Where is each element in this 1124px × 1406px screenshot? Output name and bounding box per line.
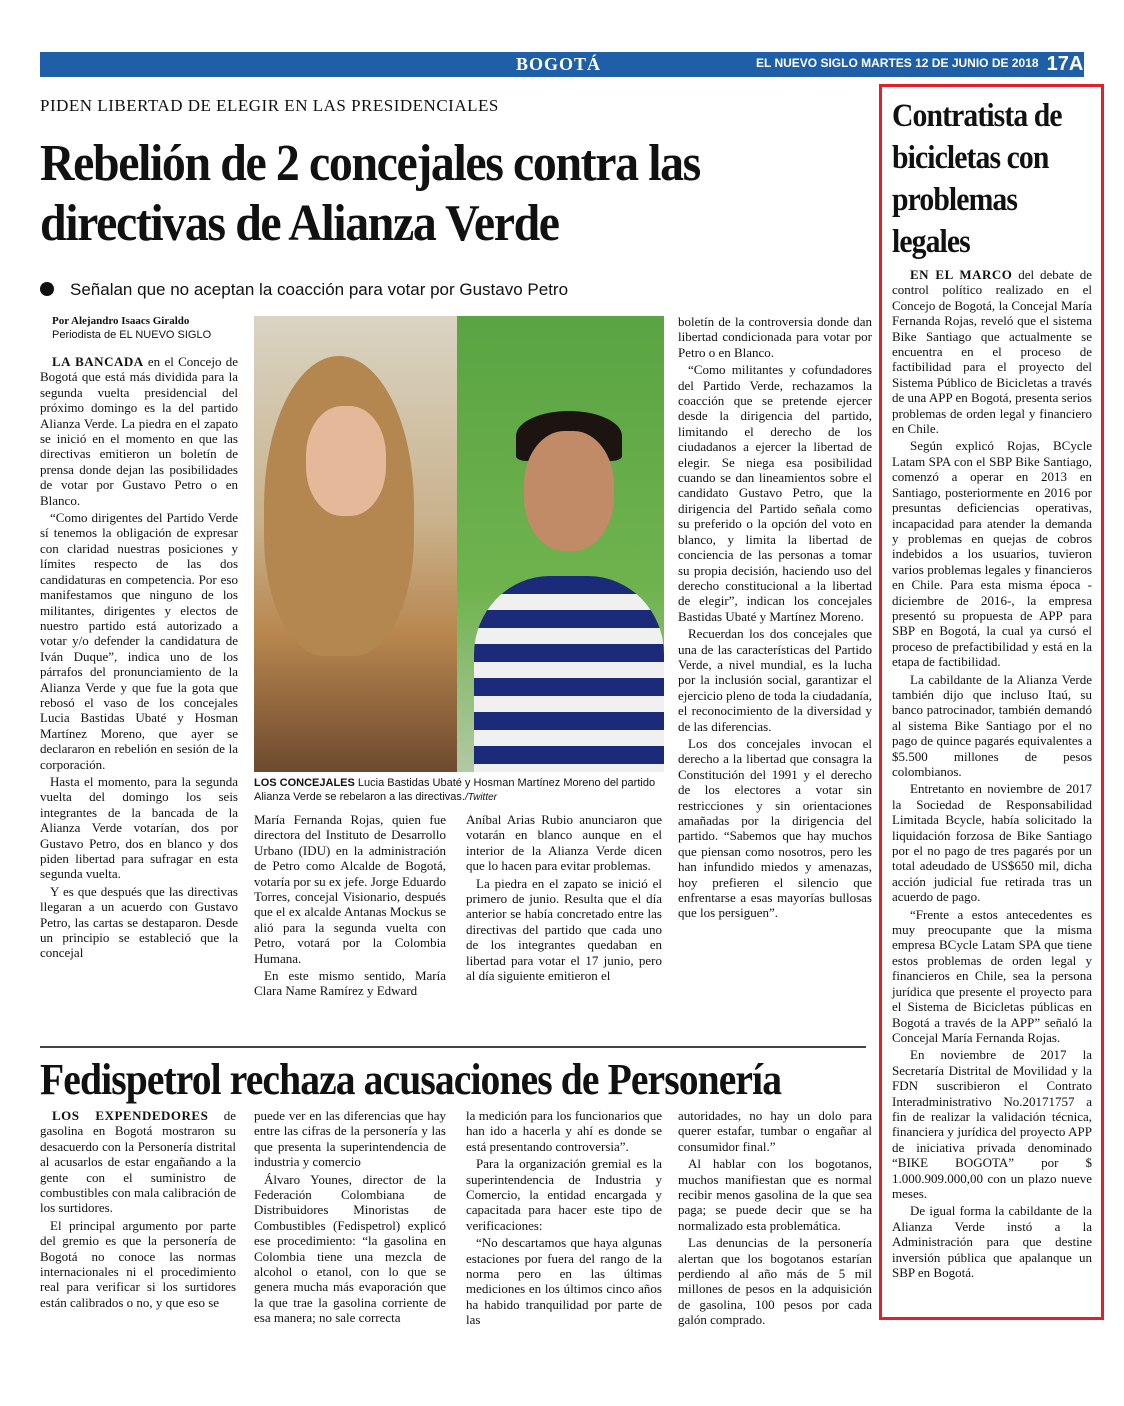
paragraph: Aníbal Arias Rubio anunciaron que votarán en blanco aunque en el interior de la Alianza Verde dicen que lo hacen para evitar problemas.	[466, 812, 662, 874]
paragraph: En este mismo sentido, María Clara Name Ramírez y Edward	[254, 968, 446, 999]
photo-caption	[254, 776, 666, 805]
paragraph: Álvaro Younes, director de la Federación Colombiana de Distribuidores Minoristas de Combustibles (Fedispetrol) explicó ese procedimiento: “la gasolina en Colombia tiene una mezcla de alcohol o etanol, con lo que se genera mucha más evaporación que la que trae la gasolina corriente de esa manera; no sale correcta	[254, 1171, 446, 1326]
article-kicker: PIDEN LIBERTAD DE ELEGIR EN LAS PRESIDENCIALES	[40, 96, 499, 115]
paragraph: Los dos concejales invocan el derecho a la libertad que consagra la Constitución del 1991 y el derecho de los electores a votar sin restricciones y sin orientaciones amañadas por la dirigencia del partido. “Sabemos que hay muchos que piensan como nosotros, pero les han infundido miedos y amenazas, hoy prefieren el silencio que enfrentarse a esas mayorías bullosas que los persiguen”.	[678, 735, 872, 921]
paragraph: “Como militantes y cofundadores del Partido Verde, rechazamos la coacción que se pretende ejercer desde la dirigencia del partido, limitando el derecho de los ciudadanos a ejercer la libertad de elegir. Se niega esa posibilidad cuando se dan lineamientos sobre el candidato Gustavo Petro, que la dirigencia del Partido señala como su preferido o la opción del voto en blanco, y limita la libertad de conciencia de las personas a tomar su propia decisión, haciendo uso del derecho constitucional a la libertad de elegir”, indican los concejales Bastidas Ubaté y Martínez Moreno.	[678, 362, 872, 624]
paper-date: EL NUEVO SIGLO MARTES 12 DE JUNIO DE 2018	[756, 56, 1039, 70]
paragraph: De igual forma la cabildante de la Alianza Verde instó a la Administración para que destine inversión pública que apalanque un SBP en Bogotá.	[892, 1203, 1092, 1280]
paragraph: “Frente a estos antecedentes es muy preocupante que la misma empresa BCycle Latam SPA que tiene estos problemas de orden legal y financieros en Chile, sea la persona jurídica que presente el proyecto para el Sistema de Bicicletas públicas en Bogotá a través de la APP” señaló la Concejal María Fernanda Rojas.	[892, 906, 1092, 1045]
sidebar-title: Contratista de bicicletas con problemas legales	[892, 98, 1062, 260]
paragraph: La piedra en el zapato se inició el primero de junio. Resulta que el día anterior se había concretado entre las directivas del partido que cada uno de los integrantes quedaban en libertad para votar el 17 junio, pero al día siguiente emitieron el	[466, 875, 662, 984]
byline-name: Por Alejandro Isaacs Giraldo	[52, 315, 190, 327]
photo-credit: /Twitter	[464, 792, 497, 803]
article-subhead	[40, 280, 568, 300]
sidebar-body	[892, 267, 1092, 1282]
article1-column-1	[40, 354, 238, 1034]
lead-words: EN EL MARCO	[910, 267, 1013, 282]
paragraph: Según explicó Rojas, BCycle Latam SPA con el SBP Bike Santiago, comenzó a operar en 2013 en Santiago, posteriormente en 2016 por presuntas deficiencias operativas, incapacidad para atender la demanda y problemas en quejas de cobros indebidos a los usuarios, tuvieron varios problemas legales y financieros en Chile. Para esta misma época -diciembre de 2016-, la empresa presentó su propuesta de APP para SBP en Bogotá, la cual ya cursó el proceso de prefactibilidad y está en la etapa de factibilidad.	[892, 438, 1092, 670]
paragraph: la medición para los funcionarios que han ido a hacerla y ahí es donde se está presentando controversia”.	[466, 1108, 662, 1154]
section-name: BOGOTÁ	[516, 54, 602, 74]
lead-words: LOS EXPENDEDORES	[52, 1108, 209, 1123]
caption-lead: LOS CONCEJALES	[254, 777, 355, 789]
article2-column-2	[254, 1108, 446, 1342]
article-photo	[254, 316, 664, 772]
subhead-text: Señalan que no aceptan la coacción para votar por Gustavo Petro	[70, 280, 569, 299]
paragraph: puede ver en las diferencias que hay entre las cifras de la personería y las que presenta la superintendencia de industria y comercio	[254, 1108, 446, 1170]
article1-column-3	[466, 812, 662, 1037]
paragraph: El principal argumento por parte del gremio es que la personería de Bogotá no conoce las normas internacionales ni el procedimiento real para verificar si los surtidores están calibrados o no, y que eso se	[40, 1217, 236, 1310]
lead-words: LA BANCADA	[52, 354, 144, 369]
paragraph: Al hablar con los bogotanos, muchos manifiestan que es normal recibir menos gasolina de la que sea paga; se puede decir que se ha normalizado esta problemática.	[678, 1156, 872, 1233]
paragraph: en el Concejo de Bogotá que está más dividida para la segunda vuelta presidencial del próximo domingo es la del partido Alianza Verde. La piedra en el zapato se inició en el momento en que las directivas emitieron un boletín de prensa donde dejan las posibilidades de votar por Gustavo Petro o en Blanco.	[40, 354, 238, 508]
article-divider	[40, 1046, 866, 1048]
paragraph: boletín de la controversia donde dan libertad condicionada para votar por Petro o en Blanco.	[678, 314, 872, 360]
page-number: 17A	[1046, 53, 1084, 75]
article2-column-4	[678, 1108, 872, 1342]
sidebar-box	[879, 84, 1104, 1320]
article1-column-4	[678, 314, 872, 1036]
paragraph: Hasta el momento, para la segunda vuelta del domingo los seis integrantes de la bancada de la Alianza Verde votarían, dos por Gustavo Petro, dos en blanco y dos piden libertad para sufragar en esta segunda vuelta.	[40, 773, 238, 882]
paragraph: del debate de control político realizado en el Concejo de Bogotá, la Concejal María Fernanda Rojas, reveló que el sistema Bike Santiago que actualmente se encuentra en el proceso de factibilidad para el proyecto del Sistema Público de Bicicletas a través de una APP en Bogotá, presenta serios problemas de orden legal y financiero en Chile.	[892, 267, 1092, 437]
article2-column-1	[40, 1108, 236, 1342]
paragraph: Entretanto en noviembre de 2017 la Sociedad de Responsabilidad Limitada Bcycle, había solicitado la liquidación forzosa de Bike Santiago por el no pago de tres pagarés por un total adeudado de US$650 mil, dicha acción judicial fue retirada tras un acuerdo de pago.	[892, 781, 1092, 905]
paragraph: En noviembre de 2017 la Secretaría Distrital de Movilidad y la FDN suscribieron el Contrato Interadministrativo No.20171757 a fin de realizar la validación técnica, financiera y jurídica del proyecto APP de iniciativa privada denominado “BIKE BOGOTA” por $ 1.000.909.000,00 con un plazo nueve meses.	[892, 1047, 1092, 1201]
paragraph: Recuerdan los dos concejales que una de las características del Partido Verde, a nivel mundial, es la lucha por la inclusión social, garantizar el ejercicio pleno de toda la ciudadanía, el reconocimiento de la diversidad y de las diferencias.	[678, 626, 872, 734]
paragraph: María Fernanda Rojas, quien fue directora del Instituto de Desarrollo Urbano (IDU) en la administración de Petro como Alcalde de Bogotá, votaría por su ex jefe. Jorge Eduardo Torres, concejal Visionario, después que el ex alcalde Antanas Mockus se alió para la segunda vuelta con Petro, votará por la Colombia Humana.	[254, 812, 446, 966]
paragraph: autoridades, no hay un dolo para querer estafar, tumbar o engañar al consumidor final.”	[678, 1108, 872, 1154]
bullet-icon	[40, 282, 54, 296]
paragraph: Para la organización gremial es la superintendencia de Industria y Comercio, la entidad encargada y capacitada para hacer este tipo de verificaciones:	[466, 1156, 662, 1233]
paragraph: “No descartamos que haya algunas estaciones por fuera del rango de la norma pero en las últimas mediciones en los últimos cinco años ha habido tranquilidad por parte de las	[466, 1235, 662, 1328]
article1-column-2	[254, 812, 446, 1037]
paragraph: Las denuncias de la personería alertan que los bogotanos estarían perdiendo al año más de 5 mil millones de pesos en la adquisición de gasolina, 100 pesos por cada galón comprado.	[678, 1235, 872, 1328]
article2-column-3	[466, 1108, 662, 1342]
byline	[52, 314, 211, 342]
paragraph: de gasolina en Bogotá mostraron su desacuerdo con la Personería distrital al acusarlos de estar engañando a la gente con el suministro de combustibles con mala calibración de los surtidores.	[40, 1108, 236, 1216]
paragraph: La cabildante de la Alianza Verde también dijo que incluso Itaú, su banco patrocinador, también demandó al sistema Bike Santiago por el no pago de quince pagarés equivalentes a $5.500 millones de pesos colombianos.	[892, 671, 1092, 779]
section-header-bar	[40, 52, 1084, 77]
byline-role: Periodista de EL NUEVO SIGLO	[52, 329, 212, 341]
caption-text: Lucia Bastidas Ubaté y Hosman Martínez Moreno del partido Alianza Verde se rebelaron a las directivas.	[254, 777, 656, 803]
paragraph: “Como dirigentes del Partido Verde sí tenemos la obligación de expresar con claridad nuestras posiciones y límites respecto de las dos candidaturas en competencia. Por eso manifestamos que ninguno de los militantes, dirigentes y electos de nuestro partido está autorizado a votar y/o defender la candidatura de Iván Duque”, indica uno de los párrafos del pronunciamiento de la Alianza Verde y que fue la gota que rebosó el vaso de los concejales Lucia Bastidas Ubaté y Hosman Martínez Moreno, que ayer se declararon en rebelión en sesión de la corporación.	[40, 510, 238, 772]
article-headline: Rebelión de 2 concejales contra las directivas de Alianza Verde	[40, 135, 700, 252]
article2-headline: Fedispetrol rechaza acusaciones de Personería	[40, 1055, 782, 1104]
paragraph: Y es que después que las directivas llegaran a un acuerdo con Gustavo Petro, las cartas se destaparon. Desde un principio se estableció que la concejal	[40, 883, 238, 961]
